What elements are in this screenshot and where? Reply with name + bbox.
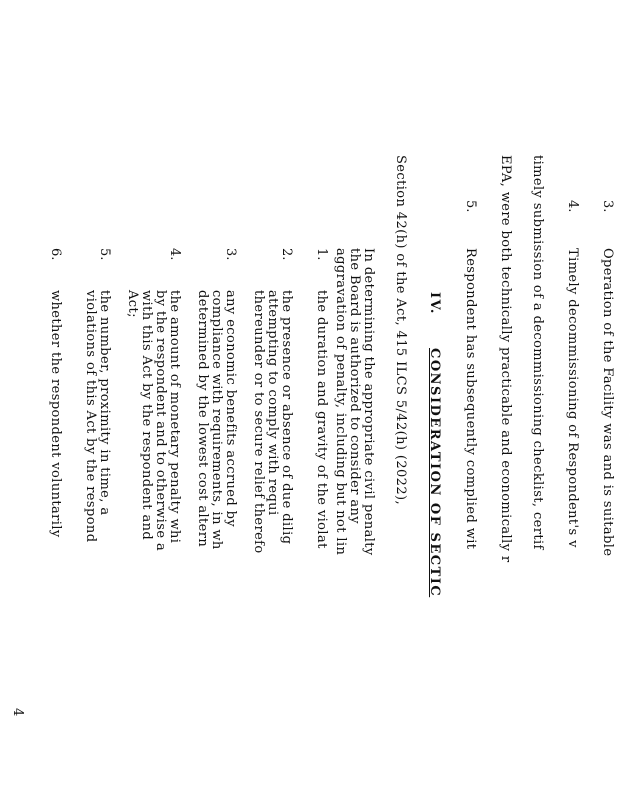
factor-number: 1. — [314, 248, 329, 261]
item-text: Timely decommissioning of Respondent's v — [565, 248, 580, 548]
paragraph-line: the Board is authorized to consider any — [347, 248, 362, 525]
factor-number: 5. — [97, 248, 112, 261]
factor-line: the presence or absence of due dilig — [279, 290, 294, 545]
paragraph-line: Section 42(h) of the Act, 415 ILCS 5/42(h) (2022), — [393, 155, 408, 506]
section-numeral: IV. — [427, 292, 442, 315]
item-text: Respondent has subsequently complied wit — [463, 248, 478, 550]
factor-number: 3. — [223, 248, 238, 261]
factor-line: attempting to comply with requi — [265, 290, 280, 516]
paragraph-line: aggravation of penalty, including but not lin — [333, 248, 348, 556]
factor-number: 4. — [167, 248, 182, 261]
paragraph-line: timely submission of a decommissioning checklist, certif — [530, 155, 545, 550]
factor-line: violations of this Act by the respond — [83, 290, 98, 543]
factor-line: thereunder or to secure relief therefo — [251, 290, 266, 554]
factor-line: compliance with requirements, in wh — [209, 290, 224, 550]
factor-line: with this Act by the respondent and — [139, 290, 154, 541]
factor-line: whether the respondent voluntarily — [48, 290, 63, 538]
factor-line: by the respondent and to otherwise a — [153, 290, 168, 552]
factor-line: the amount of monetary penalty whi — [167, 290, 182, 544]
section-title: CONSIDERATION OF SECTIC — [427, 348, 442, 598]
factor-line: determined by the lowest cost altern — [195, 290, 210, 548]
factor-line: Act; — [125, 290, 140, 318]
item-text: Operation of the Facility was and is suitable — [600, 248, 615, 557]
factor-number: 2. — [279, 248, 294, 261]
page-number: 4 — [10, 708, 25, 717]
paragraph-line: In determining the appropriate civil penalty — [361, 248, 376, 556]
factor-number: 6. — [48, 248, 63, 261]
item-number: 4. — [565, 200, 580, 213]
paragraph-line: EPA, were both technically practicable and economically r — [498, 155, 513, 563]
item-number: 5. — [463, 200, 478, 213]
factor-line: the number, proximity in time, a — [97, 290, 112, 516]
item-number: 3. — [600, 200, 615, 213]
factor-line: any economic benefits accrued by — [223, 290, 238, 528]
factor-line: the duration and gravity of the violat — [314, 290, 329, 549]
